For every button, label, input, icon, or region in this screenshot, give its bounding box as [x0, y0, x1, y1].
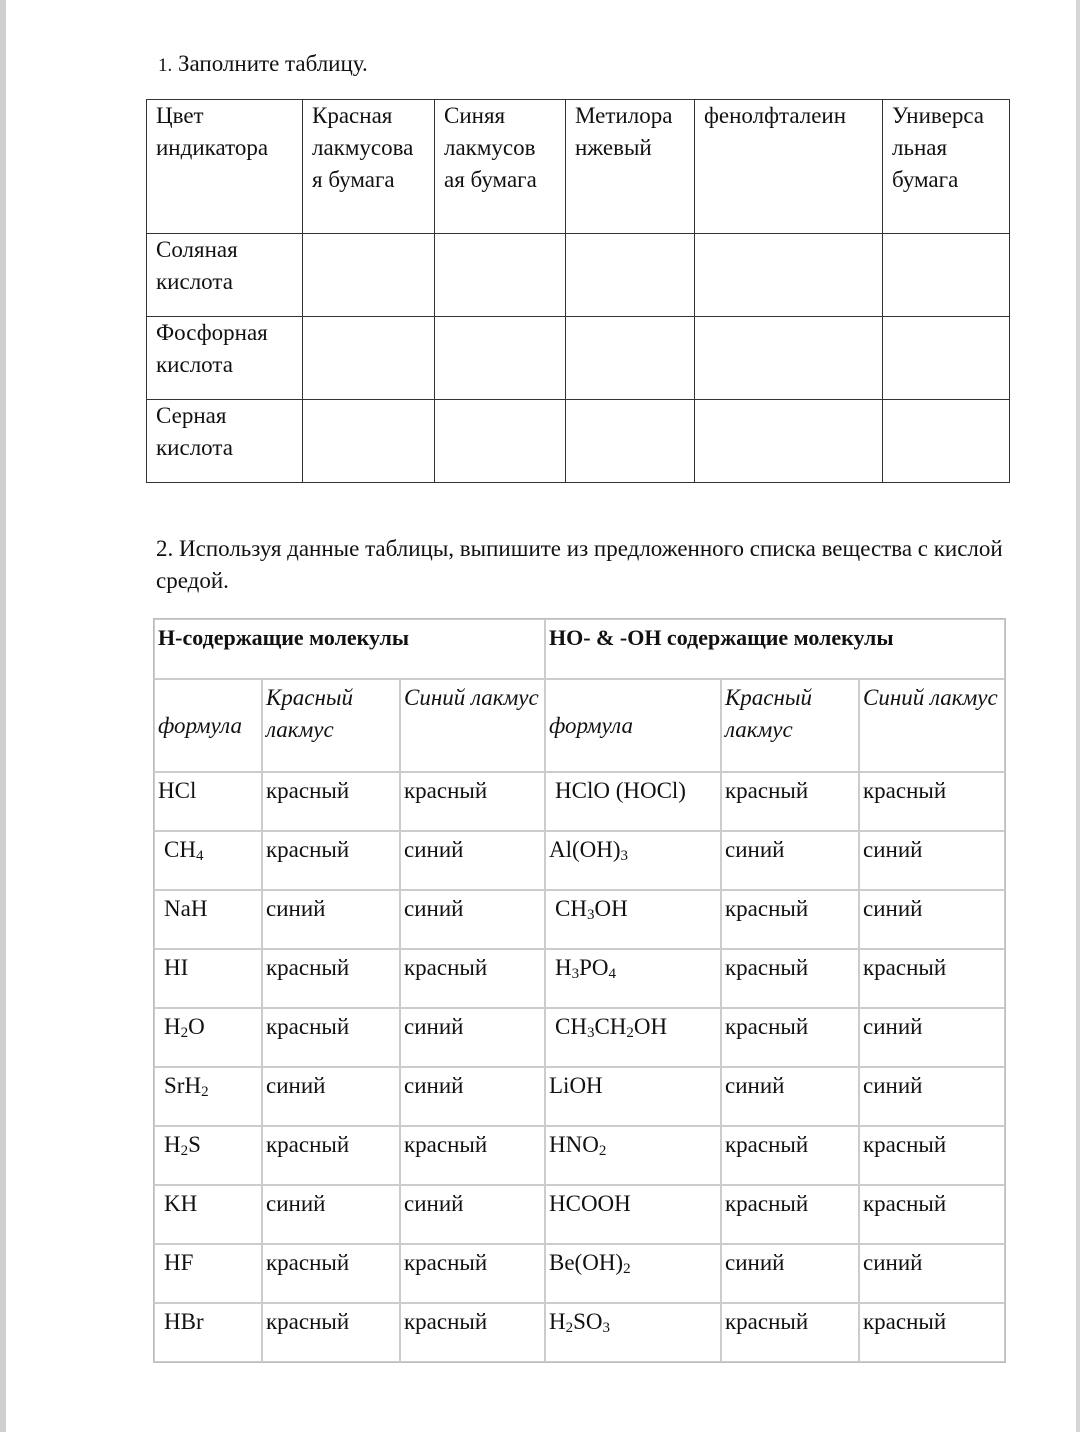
- empty-cell[interactable]: [883, 234, 1010, 317]
- formula-oh-molecule: $Be(OH)_2$: [545, 1244, 721, 1303]
- formula-h-molecule: HCl: [154, 772, 262, 831]
- row-label-hydrochloric-acid: Соляная кислота: [147, 234, 303, 317]
- blue-litmus-value: синий: [400, 831, 545, 890]
- formula-h-molecule: NaH: [154, 890, 262, 949]
- formula-h-molecule: HI: [154, 949, 262, 1008]
- formula-h-molecule: $CH_4$: [154, 831, 262, 890]
- row-label-phosphoric-acid: Фосфорная кислота: [147, 317, 303, 400]
- table-row: [154, 1185, 1005, 1244]
- formula-h-molecule: SrH$_2$: [154, 1067, 262, 1126]
- red-litmus-value: синий: [262, 1067, 400, 1126]
- blue-litmus-value: красный: [400, 1244, 545, 1303]
- table-row: [147, 400, 1010, 483]
- blue-litmus-value: синий: [859, 1067, 1005, 1126]
- empty-cell[interactable]: [695, 317, 883, 400]
- formula-h-molecule: KH: [154, 1185, 262, 1244]
- empty-cell[interactable]: [695, 400, 883, 483]
- col-formula-left: формула: [154, 679, 262, 772]
- table-row: [154, 1244, 1005, 1303]
- empty-cell[interactable]: [566, 317, 695, 400]
- red-litmus-value: синий: [262, 1185, 400, 1244]
- red-litmus-value: синий: [721, 1067, 859, 1126]
- red-litmus-value: красный: [721, 1303, 859, 1362]
- header-red-litmus: Красная лакмусова я бумага: [303, 100, 435, 234]
- blue-litmus-value: красный: [400, 1303, 545, 1362]
- section-row: [154, 619, 1005, 679]
- table-row: [154, 1303, 1005, 1362]
- blue-litmus-value: красный: [859, 1185, 1005, 1244]
- empty-cell[interactable]: [303, 400, 435, 483]
- table-row: [154, 1067, 1005, 1126]
- column-header-row: [154, 679, 1005, 772]
- task2-heading: 2. Используя данные таблицы, выпишите из предложенного списка вещества с кислой средой.: [156, 536, 1003, 593]
- empty-cell[interactable]: [435, 234, 566, 317]
- blue-litmus-value: синий: [400, 1067, 545, 1126]
- row-label-sulfuric-acid: Серная кислота: [147, 400, 303, 483]
- section-oh-containing: HO- & -OH содержащие молекулы: [545, 619, 1005, 679]
- table-row: [147, 317, 1010, 400]
- empty-cell[interactable]: [566, 400, 695, 483]
- header-indicator-color: Цвет индикатора: [147, 100, 303, 234]
- formula-oh-molecule: LiOH: [545, 1067, 721, 1126]
- task1-number: 1.: [158, 55, 173, 76]
- red-litmus-value: красный: [721, 1008, 859, 1067]
- blue-litmus-value: красный: [400, 1126, 545, 1185]
- empty-cell[interactable]: [566, 234, 695, 317]
- formula-oh-molecule: HClO (HOCl): [545, 772, 721, 831]
- red-litmus-value: красный: [262, 772, 400, 831]
- section-h-containing: H-содержащие молекулы: [154, 619, 545, 679]
- empty-cell[interactable]: [883, 400, 1010, 483]
- formula-h-molecule: $H_2O$: [154, 1008, 262, 1067]
- table-row: [154, 772, 1005, 831]
- empty-cell[interactable]: [435, 317, 566, 400]
- red-litmus-value: красный: [721, 890, 859, 949]
- task1-text: Заполните таблицу.: [178, 51, 368, 76]
- header-methyl-orange: Метилора нжевый: [566, 100, 695, 234]
- empty-cell[interactable]: [303, 234, 435, 317]
- table-row: [147, 234, 1010, 317]
- col-formula-right: формула: [545, 679, 721, 772]
- formula-oh-molecule: $CH_3CH_2OH$: [545, 1008, 721, 1067]
- red-litmus-value: красный: [262, 1126, 400, 1185]
- blue-litmus-value: синий: [859, 831, 1005, 890]
- table-row: [154, 890, 1005, 949]
- table-row: [154, 1126, 1005, 1185]
- red-litmus-value: красный: [262, 1008, 400, 1067]
- col-blue-litmus-left: Синий лакмус: [400, 679, 545, 772]
- red-litmus-value: красный: [262, 1303, 400, 1362]
- red-litmus-value: синий: [262, 890, 400, 949]
- col-blue-litmus-right: Синий лакмус: [859, 679, 1005, 772]
- blue-litmus-value: синий: [859, 1008, 1005, 1067]
- blue-litmus-value: синий: [400, 1008, 545, 1067]
- red-litmus-value: красный: [262, 949, 400, 1008]
- formula-oh-molecule: $H_3PO_4$: [545, 949, 721, 1008]
- header-blue-litmus: Синяя лакмусов ая бумага: [435, 100, 566, 234]
- indicator-table: [146, 99, 1010, 483]
- empty-cell[interactable]: [883, 317, 1010, 400]
- red-litmus-value: синий: [721, 831, 859, 890]
- table-row: [154, 831, 1005, 890]
- formula-h-molecule: HBr: [154, 1303, 262, 1362]
- indicator-header-row: [147, 100, 1010, 234]
- col-red-litmus-left: Красный лакмус: [262, 679, 400, 772]
- red-litmus-value: красный: [721, 772, 859, 831]
- formula-oh-molecule: $H_2SO_3$: [545, 1303, 721, 1362]
- red-litmus-value: красный: [721, 1126, 859, 1185]
- red-litmus-value: синий: [721, 1244, 859, 1303]
- empty-cell[interactable]: [695, 234, 883, 317]
- blue-litmus-value: синий: [400, 890, 545, 949]
- formula-oh-molecule: $CH_3OH$: [545, 890, 721, 949]
- blue-litmus-value: синий: [859, 890, 1005, 949]
- header-universal-paper: Универса льная бумага: [883, 100, 1010, 234]
- empty-cell[interactable]: [435, 400, 566, 483]
- formula-oh-molecule: HCOOH: [545, 1185, 721, 1244]
- blue-litmus-value: красный: [400, 949, 545, 1008]
- table-row: [154, 1008, 1005, 1067]
- blue-litmus-value: синий: [400, 1185, 545, 1244]
- blue-litmus-value: красный: [859, 1126, 1005, 1185]
- blue-litmus-value: синий: [859, 1244, 1005, 1303]
- formula-h-molecule: $H_2S$: [154, 1126, 262, 1185]
- blue-litmus-value: красный: [859, 772, 1005, 831]
- red-litmus-value: красный: [262, 831, 400, 890]
- molecules-table: [153, 618, 1006, 1363]
- formula-oh-molecule: $HNO_2$: [545, 1126, 721, 1185]
- header-phenolphthalein: фенолфталеин: [695, 100, 883, 234]
- red-litmus-value: красный: [262, 1244, 400, 1303]
- red-litmus-value: красный: [721, 949, 859, 1008]
- empty-cell[interactable]: [303, 317, 435, 400]
- task1-heading: [158, 50, 368, 80]
- table-row: [154, 949, 1005, 1008]
- col-red-litmus-right: Красный лакмус: [721, 679, 859, 772]
- blue-litmus-value: красный: [400, 772, 545, 831]
- formula-oh-molecule: $Al(OH)_3$: [545, 831, 721, 890]
- blue-litmus-value: красный: [859, 1303, 1005, 1362]
- blue-litmus-value: красный: [859, 949, 1005, 1008]
- formula-h-molecule: HF: [154, 1244, 262, 1303]
- red-litmus-value: красный: [721, 1185, 859, 1244]
- page-right-shadow: [1076, 0, 1080, 1432]
